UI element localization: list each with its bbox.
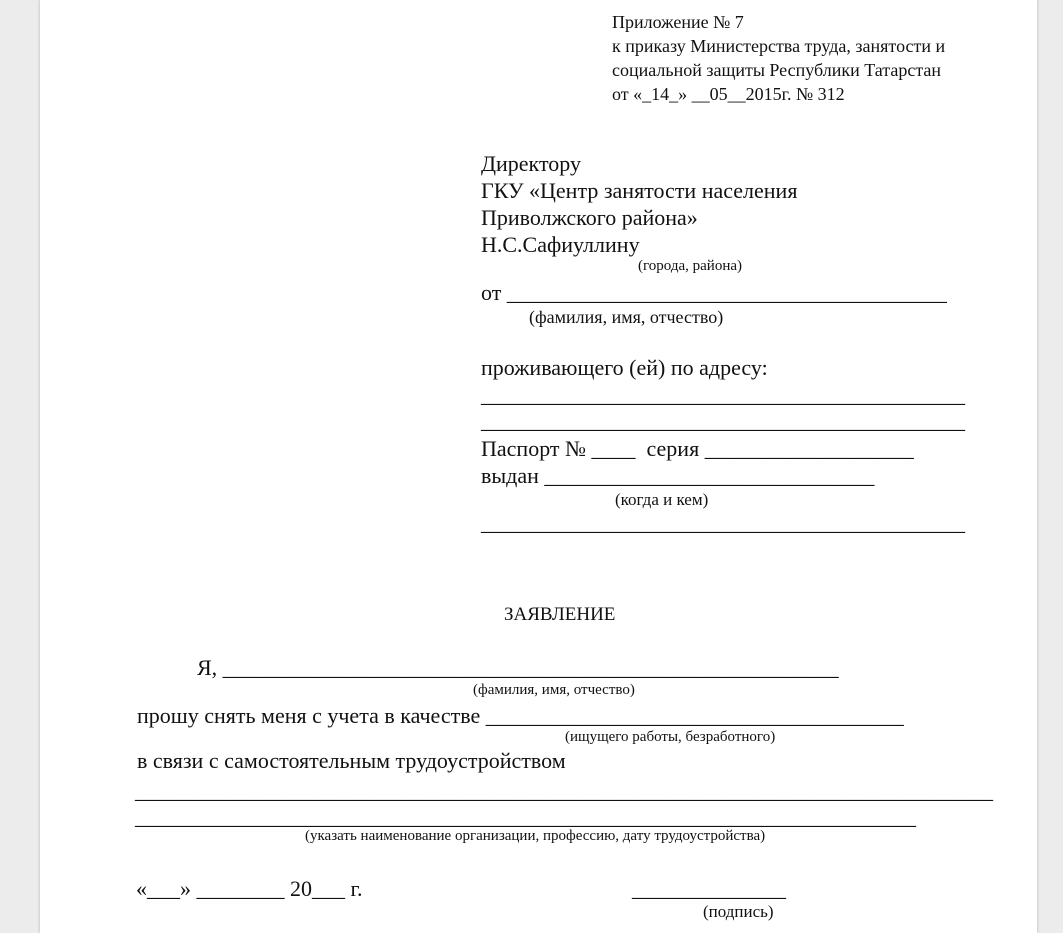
addressee-line-1: Директору (481, 151, 581, 176)
appendix-line-4: от «_14_» __05__2015г. № 312 (612, 84, 845, 104)
hint-fio-body: (фамилия, имя, отчество) (473, 682, 635, 698)
hint-city: (города, района) (638, 258, 742, 274)
address-blank-2: ____________________________________________ (481, 408, 965, 433)
address-blank-1: ____________________________________________ (481, 382, 965, 407)
hint-status: (ищущего работы, безработного) (565, 729, 776, 745)
passport-line: Паспорт № ____ серия ___________________ (481, 436, 914, 461)
line-reason: в связи с самостоятельным трудоустройством (137, 748, 566, 773)
line-request: прошу снять меня с учета в качестве ______________________________________ (137, 703, 904, 728)
addressee-line-4: Н.С.Сафиуллину (481, 232, 640, 257)
issued-blank: ____________________________________________ (481, 510, 965, 535)
addressee-line-3: Приволжского района» (481, 205, 698, 230)
appendix-line-1: Приложение № 7 (612, 12, 744, 32)
line-i: Я, ________________________________________________________ (197, 655, 839, 680)
issued-line: выдан ______________________________ (481, 463, 875, 488)
document-title: ЗАЯВЛЕНИЕ (504, 604, 616, 625)
document-page (40, 0, 1037, 933)
appendix-line-3: социальной защиты Республики Татарстан (612, 60, 942, 80)
from-line: от ________________________________________ (481, 280, 947, 305)
addressee-line-2: ГКУ «Центр занятости населения (481, 178, 798, 203)
hint-org: (указать наименование организации, профессию, дату трудоустройства) (305, 828, 766, 844)
residing-label: проживающего (ей) по адресу: (481, 355, 768, 380)
hint-signature: (подпись) (703, 902, 774, 921)
date-line: «___» ________ 20___ г. (136, 876, 363, 901)
hint-issued: (когда и кем) (615, 490, 709, 509)
reason-blank-2: _______________________________________________________________________ (135, 804, 916, 829)
appendix-line-2: к приказу Министерства труда, занятости и (612, 36, 946, 56)
signature-line: ______________ (632, 876, 786, 901)
hint-fio-header: (фамилия, имя, отчество) (529, 307, 724, 327)
reason-blank-1: ______________________________________________________________________________ (135, 778, 993, 803)
